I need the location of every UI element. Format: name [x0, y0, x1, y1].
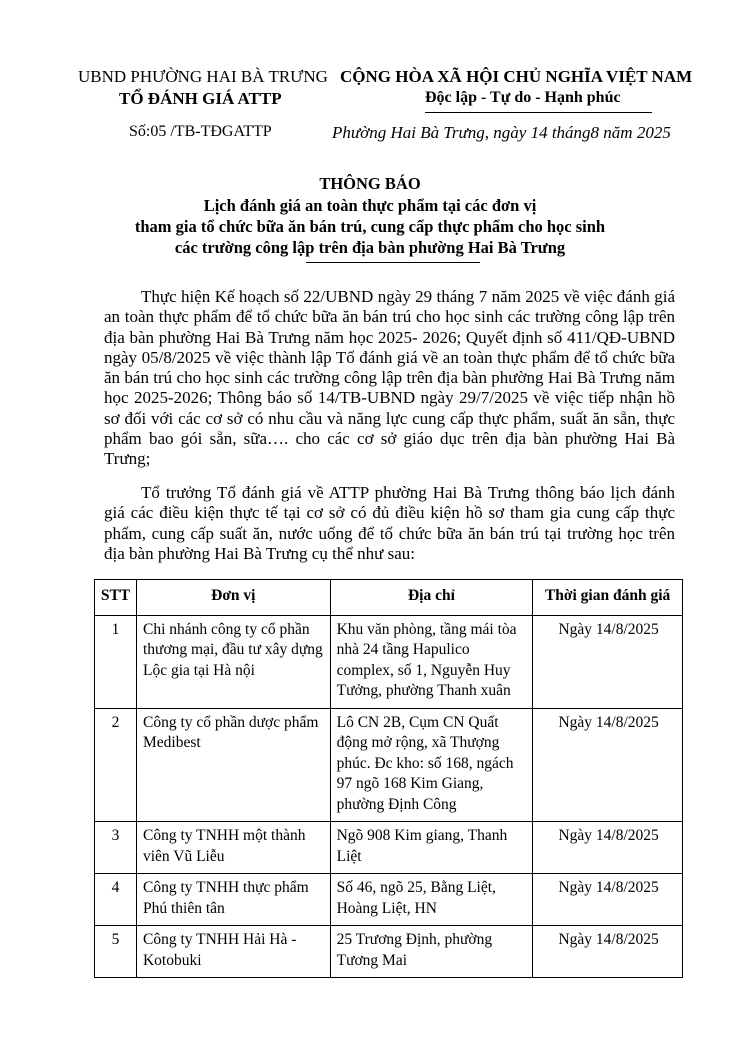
- cell-address: Lô CN 2B, Cụm CN Quất động mở rộng, xã Thượng phúc. Đc kho: số 168, ngách 97 ngõ 168 Kim Giang, phường Định Công: [330, 708, 533, 822]
- table-row: [95, 874, 683, 926]
- cell-time: Ngày 14/8/2025: [533, 874, 683, 926]
- header-stt: STT: [95, 580, 137, 616]
- motto-underline: [425, 112, 652, 113]
- cell-time: Ngày 14/8/2025: [533, 822, 683, 874]
- place-and-date: Phường Hai Bà Trưng, ngày 14 tháng8 năm 2025: [332, 123, 671, 142]
- committee-name: TỔ ĐÁNH GIÁ ATTP: [119, 89, 282, 108]
- title-underline: [306, 262, 480, 263]
- cell-unit: Công ty TNHH Hải Hà - Kotobuki: [136, 926, 330, 978]
- cell-unit: Công ty TNHH thực phẩm Phú thiên tân: [136, 874, 330, 926]
- table-header-row: [95, 580, 683, 616]
- notice-subtitle-line-3: các trường công lập trên địa bàn phường Hai Bà Trưng: [174, 238, 566, 257]
- national-motto: Độc lập - Tự do - Hạnh phúc: [425, 89, 621, 106]
- header-address: Địa chỉ: [330, 580, 533, 616]
- cell-address: Số 46, ngõ 25, Bằng Liệt, Hoàng Liệt, HN: [330, 874, 533, 926]
- cell-unit: Công ty cổ phần dược phẩm Medibest: [136, 708, 330, 822]
- cell-address: Khu văn phòng, tầng mái tòa nhà 24 tầng Hapulico complex, số 1, Nguyễn Huy Tưởng, phường Thanh xuân: [330, 615, 533, 708]
- national-title: CỘNG HÒA XÃ HỘI CHỦ NGHĨA VIỆT NAM: [340, 67, 693, 86]
- cell-unit: Chi nhánh công ty cổ phần thương mại, đầu tư xây dựng Lộc gia tại Hà nội: [136, 615, 330, 708]
- cell-unit: Công ty TNHH một thành viên Vũ Liễu: [136, 822, 330, 874]
- issuing-agency-name: UBND PHƯỜNG HAI BÀ TRƯNG: [78, 67, 328, 86]
- notice-subtitle-line-1: Lịch đánh giá an toàn thực phẩm tại các đơn vị: [203, 196, 537, 215]
- document-number: Số:05 /TB-TĐGATTP: [129, 123, 272, 140]
- header-time: Thời gian đánh giá: [533, 580, 683, 616]
- notice-title: THÔNG BÁO: [319, 174, 421, 193]
- evaluation-schedule-table: [94, 579, 683, 978]
- table-row: [95, 708, 683, 822]
- cell-address: Ngõ 908 Kim giang, Thanh Liệt: [330, 822, 533, 874]
- table-row: [95, 926, 683, 978]
- cell-stt: 5: [95, 926, 137, 978]
- cell-address: 25 Trương Định, phường Tương Mai: [330, 926, 533, 978]
- body-paragraph-2: Tổ trưởng Tổ đánh giá về ATTP phường Hai Bà Trưng thông báo lịch đánh giá các điều kiện thực tế tại cơ sở có đủ điều kiện hồ sơ tham gia cung cấp thực phẩm, cung cấp suất ăn, nước uống để tổ chức bữa ăn bán trú tại trường học trên địa bàn phường Hai Bà Trưng cụ thể như sau:: [104, 483, 675, 563]
- cell-time: Ngày 14/8/2025: [533, 615, 683, 708]
- cell-stt: 3: [95, 822, 137, 874]
- cell-time: Ngày 14/8/2025: [533, 708, 683, 822]
- cell-stt: 4: [95, 874, 137, 926]
- table-row: [95, 615, 683, 708]
- cell-time: Ngày 14/8/2025: [533, 926, 683, 978]
- header-unit: Đơn vị: [136, 580, 330, 616]
- body-paragraph-1: Thực hiện Kế hoạch số 22/UBND ngày 29 tháng 7 năm 2025 về việc đánh giá an toàn thực phẩm để tổ chức bữa ăn bán trú cho học sinh các trường công lập trên địa bàn phường Hai Bà Trưng năm học 2025- 2026; Quyết định số 411/QĐ-UBND ngày 05/8/2025 về việc thành lập Tổ đánh giá về an toàn thực phẩm để tổ chức bữa ăn bán trú cho học sinh các trường công lập trên địa bàn phường Hai Bà Trưng năm học 2025-2026; Thông báo số 14/TB-UBND ngày 29/7/2025 về việc tiếp nhận hồ sơ đối với các cơ sở có nhu cầu và năng lực cung cấp thực phẩm, suất ăn sẵn, thực phẩm bao gói sẵn, sữa…. cho các cơ sở giáo dục trên địa bàn phường Hai Bà Trưng;: [104, 287, 675, 469]
- cell-stt: 2: [95, 708, 137, 822]
- table-row: [95, 822, 683, 874]
- notice-subtitle-line-2: tham gia tổ chức bữa ăn bán trú, cung cấp thực phẩm cho học sinh: [134, 217, 606, 236]
- cell-stt: 1: [95, 615, 137, 708]
